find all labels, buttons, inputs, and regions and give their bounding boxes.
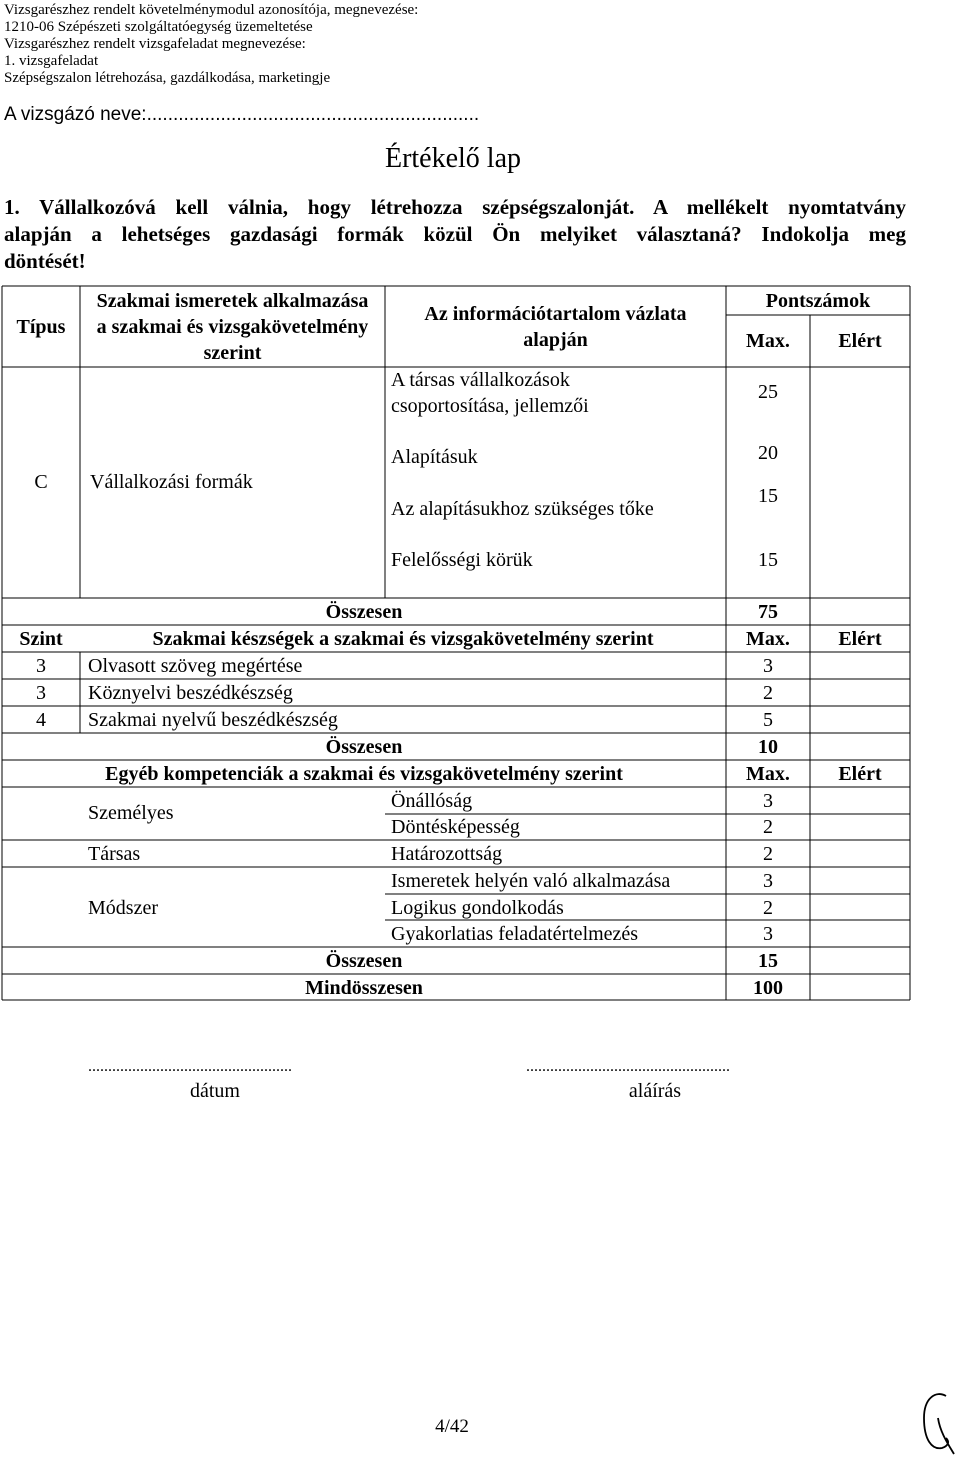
- skill-name: Olvasott szöveg megértése: [88, 655, 303, 677]
- skill-name: Köznyelvi beszédkészség: [88, 682, 293, 704]
- competence-group-label: Módszer: [88, 897, 158, 919]
- competence-group-label: Személyes: [88, 802, 174, 824]
- col-header-elert: Elért: [838, 330, 882, 352]
- table1-total-value: 75: [758, 601, 778, 623]
- col-header-max: Max.: [746, 330, 790, 352]
- col-header-szint: Szint: [19, 628, 63, 650]
- col-header-max: Max.: [746, 763, 790, 785]
- competence-item: Logikus gondolkodás: [391, 897, 564, 919]
- info-item-max: 15: [758, 485, 778, 507]
- task-line-1: 1. Vállalkozóvá kell válnia, hogy létrehozza szépségszalonját. A mellékelt nyomtatvány: [4, 195, 906, 219]
- header-task-label: Vizsgarészhez rendelt vizsgafeladat megnevezése:: [4, 36, 306, 52]
- signature-dotted-line: ...................................................: [526, 1058, 730, 1075]
- competence-type: C: [34, 471, 48, 493]
- header-task-name: Szépségszalon létrehozása, gazdálkodása, marketingje: [4, 70, 331, 86]
- col-header-elert: Elért: [838, 628, 882, 650]
- competence-group-label: Társas: [88, 843, 141, 865]
- competence-max: 3: [763, 870, 773, 892]
- date-label: dátum: [190, 1080, 240, 1102]
- skill-name: Szakmai nyelvű beszédkészség: [88, 709, 338, 731]
- table1-total-label: Összesen: [325, 601, 403, 623]
- competence-item: Önállóság: [391, 790, 473, 812]
- grand-total-value: 100: [753, 977, 783, 999]
- skill-level: 3: [36, 682, 46, 704]
- competence-max: 2: [763, 897, 773, 919]
- table2-total-value: 10: [758, 736, 778, 758]
- col-header-szakmai-keszsegek: Szakmai készségek a szakmai és vizsgakövetelmény szerint: [152, 628, 654, 650]
- header-module-label: Vizsgarészhez rendelt követelménymodul azonosítója, megnevezése:: [4, 2, 419, 18]
- competence-max: 2: [763, 816, 773, 838]
- skill-max: 2: [763, 682, 773, 704]
- col-header-info: Az információtartalom vázlata alapján: [424, 303, 687, 351]
- col-header-tipus: Típus: [16, 316, 66, 338]
- table3-total-label: Összesen: [325, 950, 403, 972]
- info-item: Az alapításukhoz szükséges tőke: [391, 498, 654, 520]
- table3-total-value: 15: [758, 950, 778, 972]
- competence-item: Határozottság: [391, 843, 503, 865]
- handwritten-initial-mark: [918, 1388, 958, 1460]
- date-dotted-line: ...................................................: [88, 1058, 292, 1075]
- competence-item: Döntésképesség: [391, 816, 520, 838]
- candidate-name-line: A vizsgázó neve:...............................................................: [4, 104, 480, 125]
- info-item-max: 15: [758, 549, 778, 571]
- col-header-elert: Elért: [838, 763, 882, 785]
- signature-label: aláírás: [628, 1080, 682, 1102]
- competence-item: Gyakorlatias feladatértelmezés: [391, 923, 639, 945]
- competence-max: 3: [763, 790, 773, 812]
- col-header-egyeb-kompetenciak: Egyéb kompetenciák a szakmai és vizsgakövetelmény szerint: [105, 763, 623, 785]
- info-item: Alapításuk: [391, 446, 478, 468]
- col-header-pontszamok: Pontszámok: [765, 290, 871, 312]
- page-number: 4/42: [435, 1416, 469, 1437]
- competence-max: 2: [763, 843, 773, 865]
- info-item-max: 25: [758, 381, 778, 403]
- table2-total-label: Összesen: [325, 736, 403, 758]
- competence-max: 3: [763, 923, 773, 945]
- col-header-max: Max.: [746, 628, 790, 650]
- skill-max: 5: [763, 709, 773, 731]
- task-line-3: döntését!: [4, 249, 86, 273]
- page-title: Értékelő lap: [384, 143, 522, 174]
- header-task-number: 1. vizsgafeladat: [4, 53, 99, 69]
- skill-max: 3: [763, 655, 773, 677]
- info-item: A társas vállalkozások csoportosítása, jellemzői: [391, 369, 589, 417]
- col-header-szakmai-ismeretek: Szakmai ismeretek alkalmazása a szakmai és vizsgakövetelmény szerint: [96, 290, 369, 364]
- topic-label: Vállalkozási formák: [90, 471, 253, 493]
- skill-level: 4: [36, 709, 46, 731]
- info-item: Felelősségi körük: [391, 549, 533, 571]
- competence-item: Ismeretek helyén való alkalmazása: [391, 870, 671, 892]
- info-item-max: 20: [758, 442, 778, 464]
- task-line-2: alapján a lehetséges gazdasági formák közül Ön melyiket választaná? Indokolja meg: [4, 222, 906, 246]
- skill-level: 3: [36, 655, 46, 677]
- header-module-name: 1210-06 Szépészeti szolgáltatóegység üzemeltetése: [4, 19, 313, 35]
- grand-total-label: Mindösszesen: [305, 977, 423, 999]
